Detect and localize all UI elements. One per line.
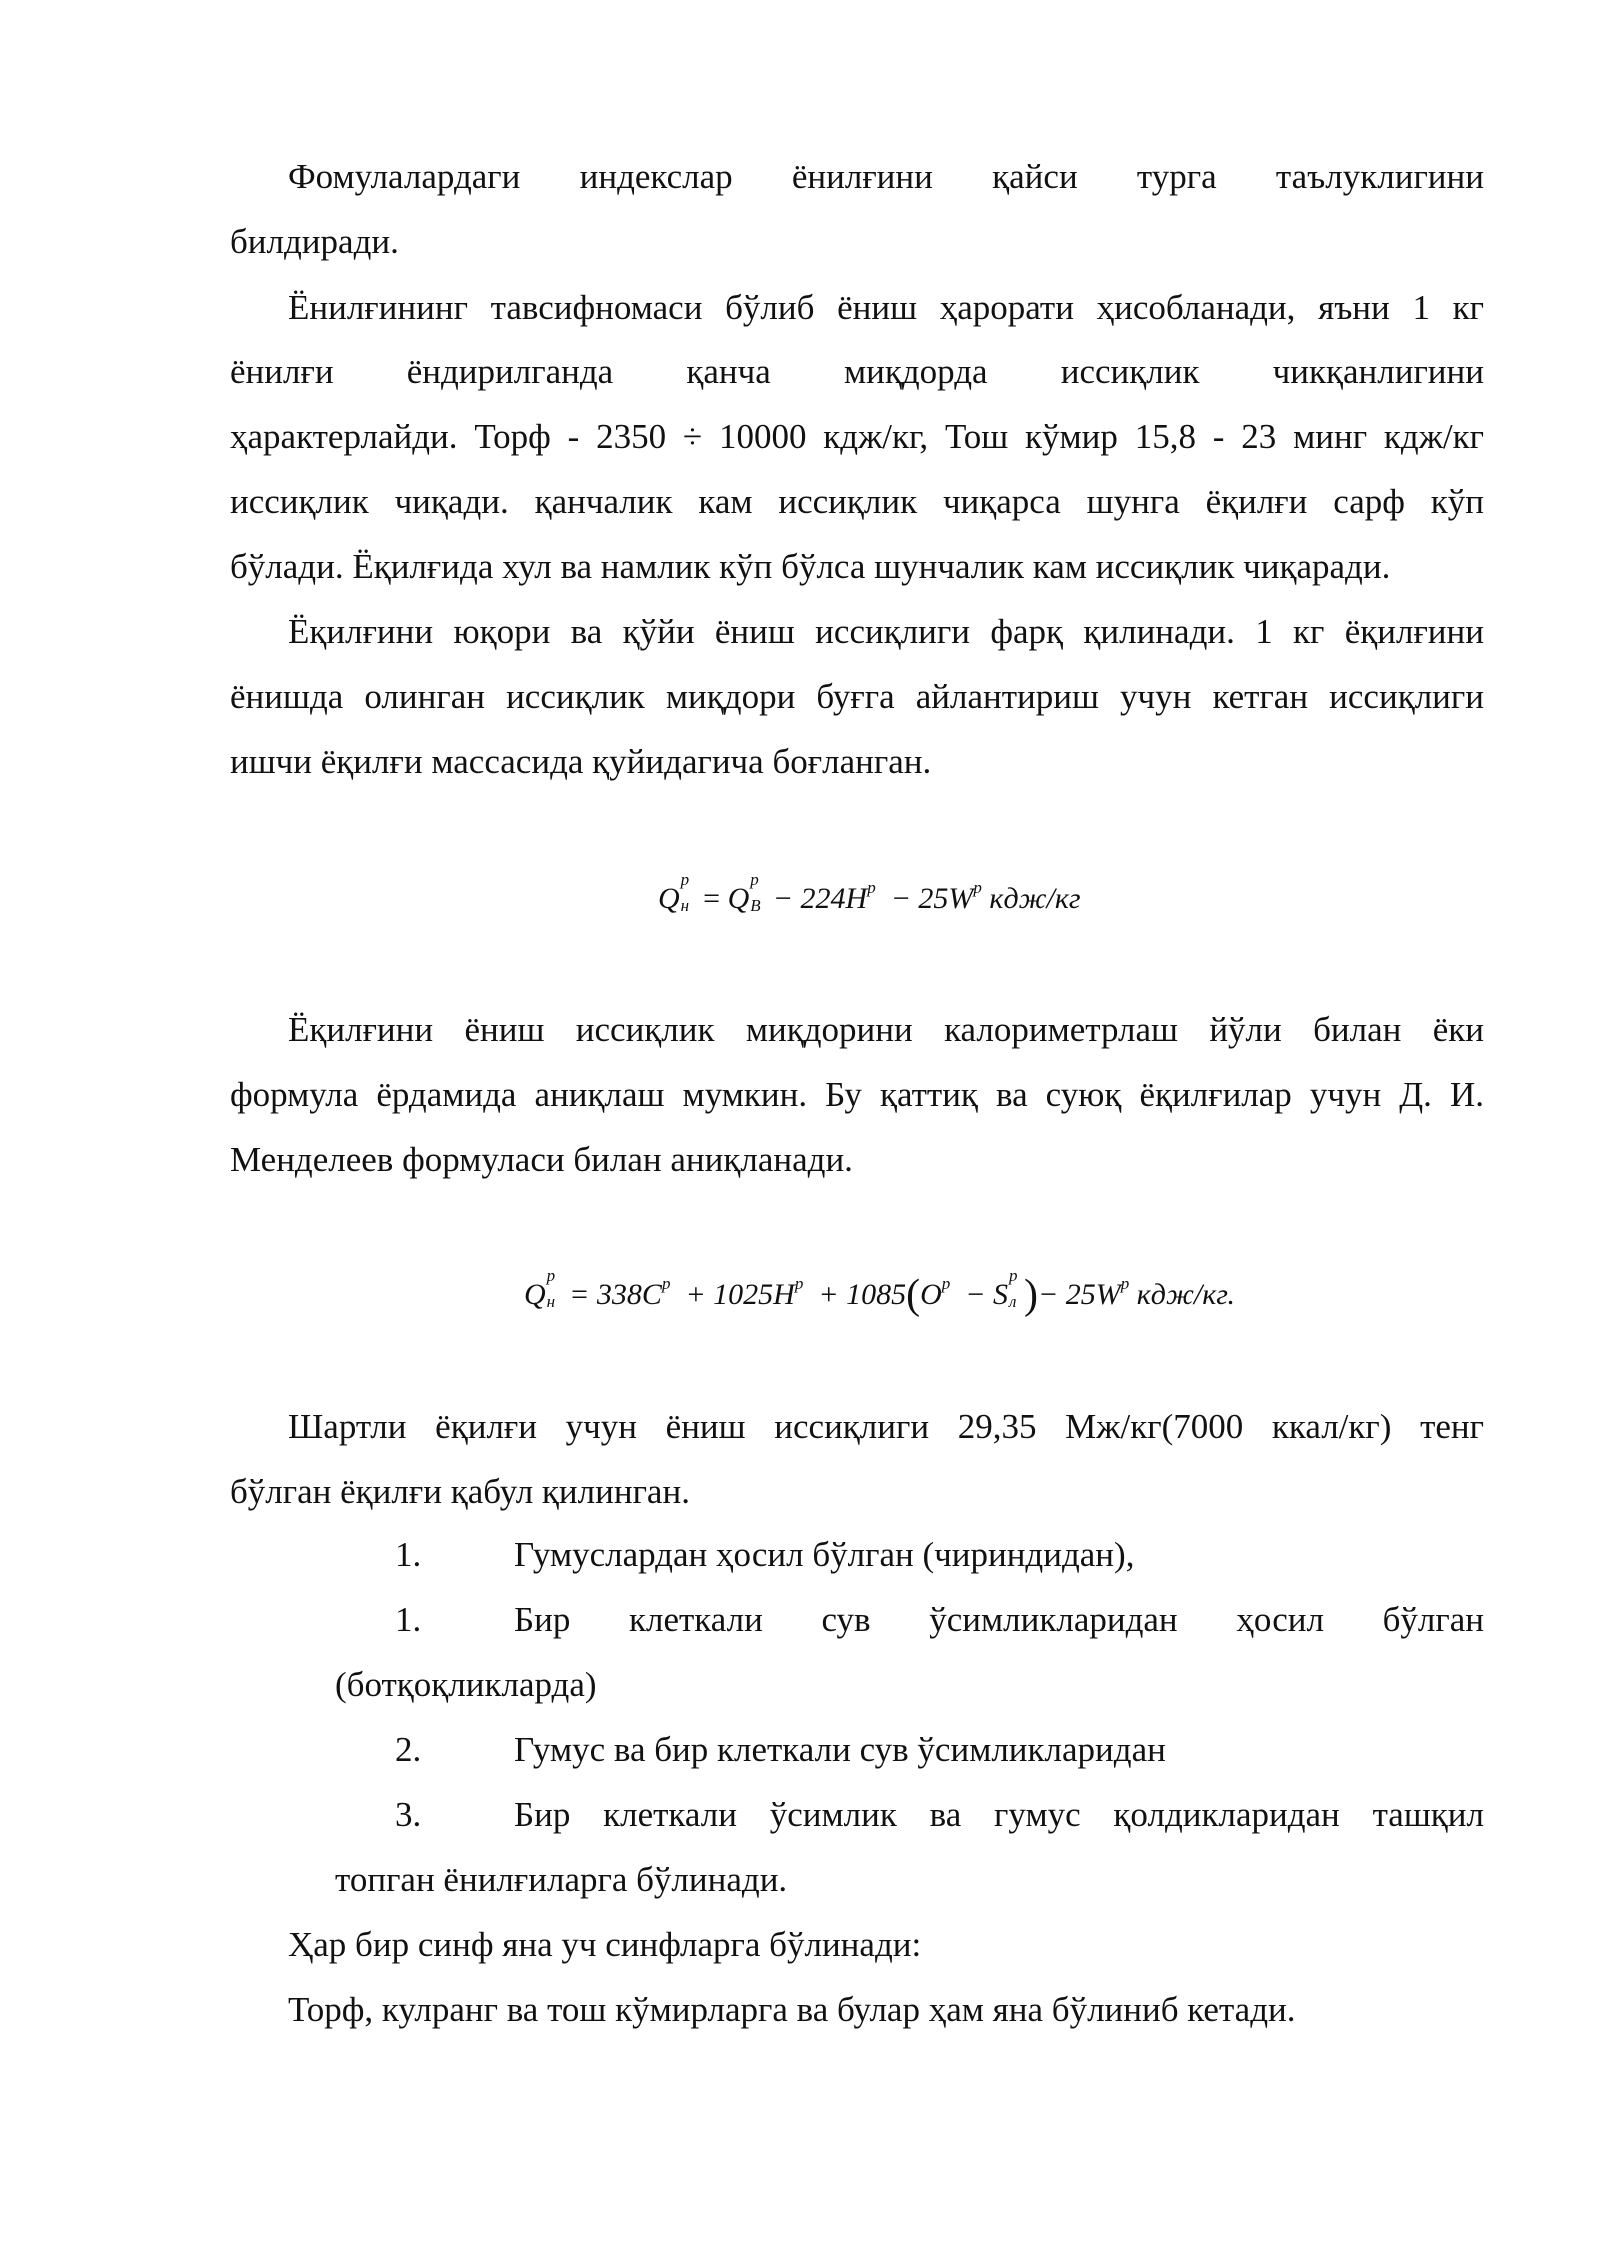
paragraph-line: Ёқилғини юқори ва қўйи ёниш иссиқлиги фарқ қилинади. 1 кг ёқилғини	[288, 612, 1484, 651]
paragraph-line: ёнилғи ёндирилганда қанча миқдорда иссиқлик чикқанлигини	[230, 352, 1484, 391]
formula-symbol-q: Q	[658, 882, 680, 915]
formula-mendeleev: Q р н = $338C^р + 1025H^р + 1085(O^р - S$ р л )− $25W^р$ кдж/кг.	[524, 1266, 1236, 1318]
paragraph-line: Шартли ёқилғи учун ёниш иссиқлиги 29,35 Мж/кг(7000 ккал/кг) тенг	[288, 1407, 1484, 1446]
paragraph-line: бўлади. Ёқилғида хул ва намлик кўп бўлса шунчалик кам иссиқлик чиқаради.	[230, 547, 1391, 586]
paragraph-line: Фомулалардаги индекслар ёнилғини қайси турга таълуклигини	[288, 157, 1484, 196]
list-item-text: Бир клеткали сув ўсимликларидан ҳосил бўлган	[514, 1600, 1484, 1639]
paragraph-line: Ёнилғининг тавсифномаси бўлиб ёниш ҳарорати ҳисобланади, яъни 1 кг	[288, 288, 1484, 327]
formula-net-heat: Q р н = Q р В − $224H^р - 25W^р$ кдж/кг	[658, 870, 1081, 915]
paragraph-line: Ҳар бир синф яна уч синфларга бўлинади:	[288, 1925, 922, 1964]
list-item-continuation: топган ёнилғиларга бўлинади.	[335, 1860, 788, 1899]
paragraph-line: иссиқлик чиқади. қанчалик кам иссиқлик чиқарса шунга ёқилғи сарф кўп	[230, 482, 1484, 521]
paragraph-line: ҳарактерлайди. Торф - 2350 ÷ 10000 кдж/кг, Тош кўмир 15,8 - 23 минг кдж/кг	[230, 417, 1484, 456]
list-item-number: 3.	[395, 1795, 422, 1834]
paragraph-line: ишчи ёқилғи массасида қуйидагича боғланган.	[230, 742, 932, 781]
paragraph-line: билдиради.	[230, 222, 399, 261]
list-item-text: Гумуслардан ҳосил бўлган (чириндидан),	[514, 1535, 1135, 1574]
list-item-text: Гумус ва бир клеткали сув ўсимликларидан	[514, 1730, 1166, 1769]
list-item-number: 1.	[395, 1535, 422, 1574]
list-item-text: Бир клеткали ўсимлик ва гумус қолдикларидан ташқил	[514, 1795, 1484, 1834]
formula-unit: кдж/кг.	[1136, 1278, 1236, 1311]
list-item-continuation: (ботқоқликларда)	[335, 1665, 597, 1704]
paragraph-line: Менделеев формуласи билан аниқланади.	[230, 1140, 853, 1179]
paragraph-line: Ёқилғини ёниш иссиқлик миқдорини калориметрлаш йўли билан ёки	[288, 1010, 1484, 1049]
list-item-number: 2.	[395, 1730, 422, 1769]
paragraph-line: ёнишда олинган иссиқлик миқдори буғга айлантириш учун кетган иссиқлиги	[230, 677, 1484, 716]
paragraph-line: Торф, кулранг ва тош кўмирларга ва булар ҳам яна бўлиниб кетади.	[288, 1990, 1296, 2029]
paragraph-line: формула ёрдамида аниқлаш мумкин. Бу қаттиқ ва суюқ ёқилғилар учун Д. И.	[230, 1075, 1484, 1114]
formula-unit: кдж/кг	[989, 882, 1081, 915]
paragraph-line: бўлган ёқилғи қабул қилинган.	[230, 1472, 690, 1511]
list-item-number: 1.	[395, 1600, 422, 1639]
